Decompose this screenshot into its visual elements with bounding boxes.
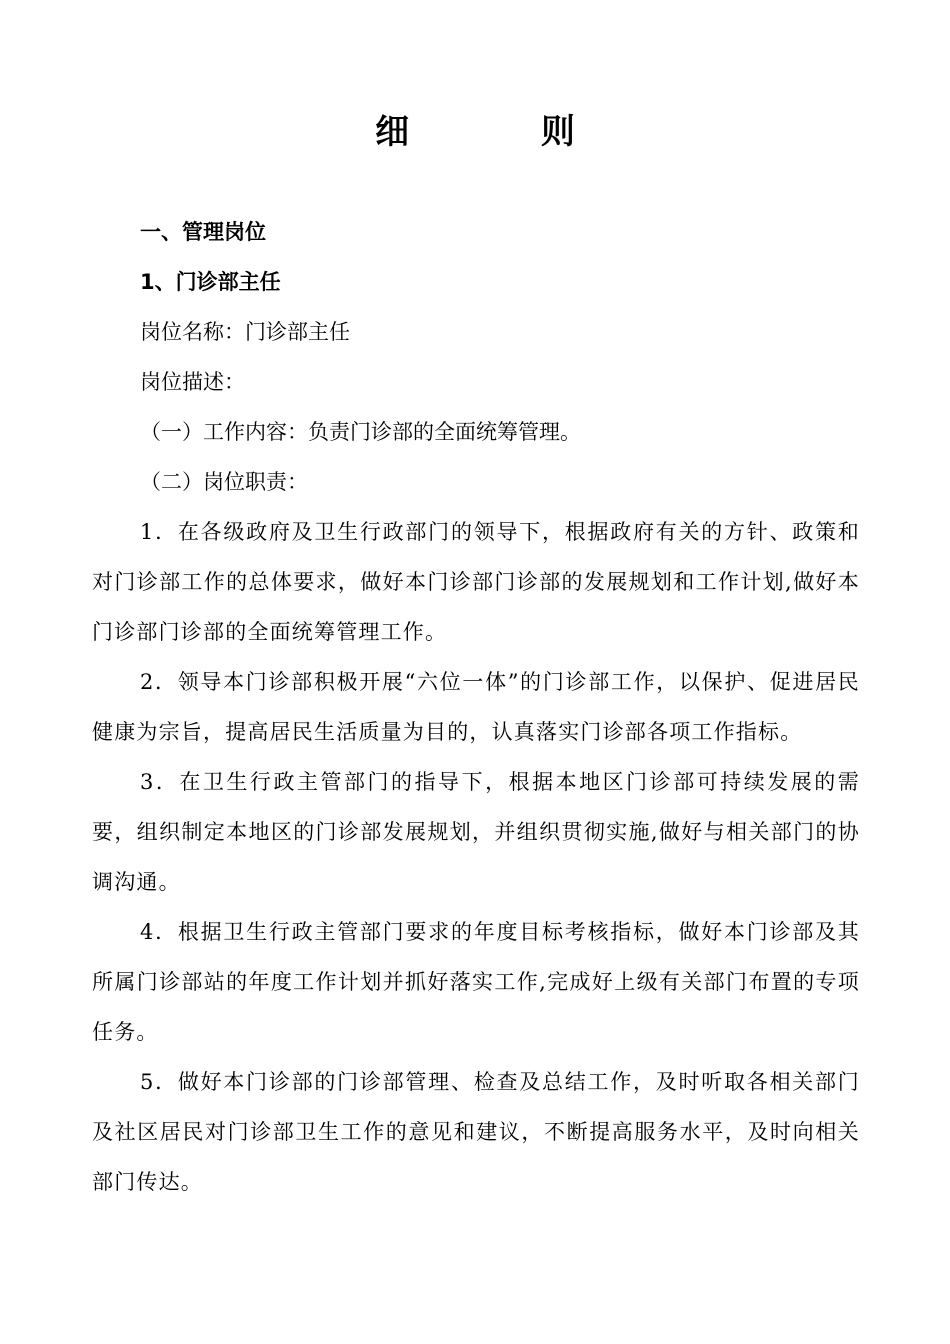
- duty-paragraph-1: 1．在各级政府及卫生行政部门的领导下，根据政府有关的方针、政策和对门诊部工作的总体要求，做好本门诊部门诊部的发展规划和工作计划,做好本门诊部门诊部的全面统筹管理工作。: [92, 520, 860, 644]
- duty-paragraph-5: 5．做好本门诊部的门诊部管理、检查及总结工作，及时听取各相关部门及社区居民对门诊部卫生工作的意见和建议，不断提高服务水平，及时向相关部门传达。: [92, 1070, 860, 1194]
- duty-paragraph-2: 2．领导本门诊部积极开展“六位一体”的门诊部工作，以保护、促进居民健康为宗旨，提高居民生活质量为目的，认真落实门诊部各项工作指标。: [92, 670, 860, 744]
- document-title: 细 则: [375, 112, 635, 152]
- duty-paragraph-4: 4．根据卫生行政主管部门要求的年度目标考核指标，做好本门诊部及其所属门诊部站的年度工作计划并抓好落实工作,完成好上级有关部门布置的专项任务。: [92, 920, 860, 1044]
- post-name: 岗位名称：门诊部主任: [140, 320, 350, 344]
- duty-paragraph-3: 3．在卫生行政主管部门的指导下，根据本地区门诊部可持续发展的需要，组织制定本地区的门诊部发展规划，并组织贯彻实施,做好与相关部门的协调沟通。: [92, 770, 860, 894]
- work-content: （一）工作内容：负责门诊部的全面统筹管理。: [140, 420, 581, 444]
- post-description-label: 岗位描述：: [140, 370, 245, 394]
- duties-heading: （二）岗位职责：: [140, 470, 308, 494]
- document-body: [92, 207, 860, 1207]
- section-heading: 一、管理岗位: [140, 220, 266, 244]
- subsection-heading: 1、门诊部主任: [140, 270, 281, 294]
